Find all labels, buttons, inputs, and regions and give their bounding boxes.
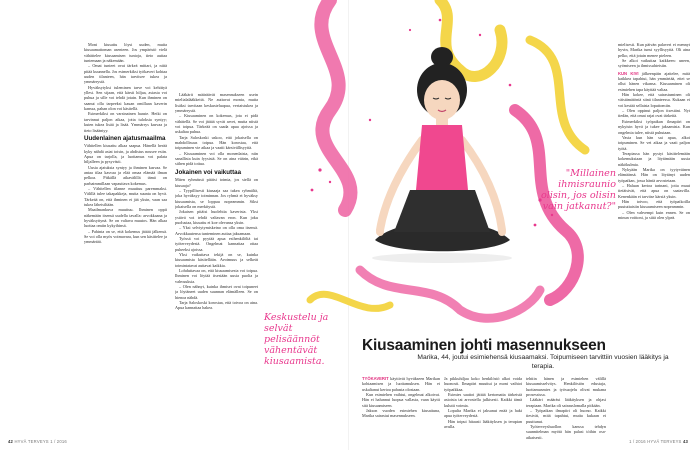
col6-paragraph: Hän toivoo, että työpaikoilla puututtaisiin kiusaamiseen nopeammin. bbox=[618, 198, 690, 210]
col5-paragraph: tehtiin hänen ja esimiehen välillä kiusaamisselvitys. Henkilöstön edustaja, luottamusmies ja työsuojelu olivat mukana prosessissa. bbox=[526, 376, 606, 398]
col2-paragraph: Työssä voi pyytää apua esihenkilöltä tai työterveydestä. Ongelmat kannattaa ottaa puheeksi ajoissa. bbox=[175, 236, 258, 252]
col2-paragraph: Jokaisen pitäisi huolehtia kaverista. Yksi ystävä voi tehdä valtavan eron. Kun joku puolustaa, kiusattu ei koe olevansa yksin. bbox=[175, 209, 258, 225]
col2-paragraph: – Tyypillisesti kiusaaja saa tukea ryhmältä, joka hyväksyy toiminnan. Jos ryhmä ei hyväksy kiusaamista, se loppuu nopeammin. Siksi jokaisella on merkitystä. bbox=[175, 187, 258, 209]
col6-paragraph: – Haluan kertoa tarinani, jotta muut tietäisivät, että apua on saatavilla. Kenenkään ei tarvitse kärsiä yksin. bbox=[618, 182, 690, 199]
col5-paragraph: Työterveyshuollon kanssa tehdyn suunnitelman myötä hän palasi töihin osa-aikaisesti. bbox=[526, 424, 606, 440]
col1-paragraph: Maailmankuva muuttuu. Ihminen oppii näkemään itsensä uudella tavalla: arvokkaana ja hyväksyttynä. Se on valtava muutos. Hän alkaa luottaa omiin kykyihinsä. bbox=[84, 207, 167, 229]
subheading-ajatusmaailma: Uudenlainen ajatusmaailma bbox=[84, 134, 166, 142]
left-page-column-1 bbox=[84, 42, 167, 438]
col6-paragraph: Se alkoi vaikuttaa kaikkeen: uneen, syömiseen ja ihmissuhteisiin. bbox=[618, 58, 690, 69]
col1-paragraph: Vähitellen kiusattu alkaa saapua. Hänellä herää kyky nähdä asiat toisin, ja ahdistus nousee esiin. Apua on tarjolla, ja luottamus voi palata hiljalleen ja pysyvästi. bbox=[84, 143, 167, 165]
top bbox=[416, 125, 468, 190]
col2-paragraph: – Yksi selviytymiskeino on olla oma itsensä. Arvokkuutensa tunteminen auttaa jaksamaan. bbox=[175, 225, 258, 236]
right-page-column-2 bbox=[444, 376, 522, 442]
pink-swirl-bottom bbox=[360, 270, 540, 318]
right-page-column-1 bbox=[362, 376, 440, 442]
col6-paragraph: mielisesti. Kun päivän palaveri ei mennyt hyvin, Marika tunsi syyllisyyttä. Oli aina pelko, että jotain menee pieleen. bbox=[618, 42, 690, 58]
col6-paragraph: Esimerkiksi työpaikan ilmapiiri on nykyisin hyvä ja tukee jaksamista. Kun ongelmia tulee, niistä puhutaan. bbox=[618, 118, 690, 135]
right-page-column-4 bbox=[618, 42, 690, 442]
col1-paragraph: – Omat tunteet ovat tärkeä mittari, ja niitä pitää kuunnella. Jos esimerkiksi työkaveri kohtaa uuden tilanteen, hän tarvitsee tukea ja ymmärrystä. bbox=[84, 63, 167, 85]
col6-paragraph: Vasta kun hän sai apua, alkoi toipuminen. Se vei aikaa ja vaati paljon työtä. bbox=[618, 134, 690, 151]
page-number-left: 42 bbox=[8, 439, 14, 444]
col6-paragraph: Nykyään Marika on tyytyväinen elämäänsä. Hän on löytänyt uuden työpaikan, jossa häntä arvostetaan. bbox=[618, 166, 690, 183]
col6-paragraph: – Olen oppinut paljon itsestäni. Nyt tiedän, että omat rajat ovat tärkeitä. bbox=[618, 108, 690, 119]
col4-paragraph: Esimies saattoi jättää kertomatta tärkeistä asioista tai arvostella julkisesti. Kaikki tämä kulutti voimia. bbox=[444, 392, 522, 408]
col2-paragraph: Tarja Saloskoski korostaa, että toivoa on aina. Apua kannattaa hakea. bbox=[175, 300, 258, 311]
col4-paragraph: Lopulta Marika ei jaksanut enää ja haki apua työterveydestä. bbox=[444, 408, 522, 419]
meditating-woman-illustration bbox=[290, 0, 590, 330]
magazine-name-right: HYVÄ TERVEYS bbox=[647, 439, 682, 444]
col6-text: jälkeenpäin ajattelee, mitä kaikkea tapahtui, hän ymmärtää, ettei se ollut hänen vikansa. Kiusaaminen oli esimiehen tapa käyttää valtaa. bbox=[618, 70, 690, 92]
col1-paragraph: Hyväksytyksi tuleminen tarve voi kehittyä yllesi. Sen sijaan, että kärsii hiljaa, asiasta voi puhua ja sille voi tehdä jotain. Kun ihminen on saanut olla tarpeeksi kauan omillaan kaverin kanssa, pahan olon voi käsitellä. bbox=[84, 84, 167, 112]
col5-paragraph: Lääkäri määräsi lääkityksen ja ohjasi terapiaan. Marika oli sairauslomalla pitkään. bbox=[526, 397, 606, 408]
right-footer bbox=[629, 439, 688, 444]
col3-paragraph: Jakson vuoden esimiehen kiusattuna, Marika sairastui masennukseen. bbox=[362, 408, 440, 419]
col2-paragraph: Yksi vaikuttava tekijä on se, kuinka kiusaamista käsitellään. Avoimuus ja selkeät toimintatavat auttavat kaikkia. bbox=[175, 252, 258, 268]
col4-paragraph: Ja pikkuhiljaa koko henkilöstö alkoi voida huonosti. Ilmapiiri muuttui ja moni vaihtoi työpaikkaa. bbox=[444, 376, 522, 392]
col2-paragraph: – Olen nähnyt, kuinka ihmiset ovat toipuneet ja löytäneet uuden suunnan elämälleen. Se on hienoa nähdä. bbox=[175, 284, 258, 300]
col3-paragraph: Kun esimiehen vaihtui, ongelmat alkoivat. Hän ei halunnut luopua vallasta, vaan käytti sitä kiusaamiseen. bbox=[362, 392, 440, 408]
right-pull-quote: "Millainen ihmisraunio olisin, jos olisin vain jatkanut?" bbox=[541, 168, 616, 212]
lead-word: TYÖKAVERIT bbox=[362, 376, 389, 381]
subheading-vaikuttaa: Jokainen voi vaikuttaa bbox=[175, 168, 242, 176]
col4-paragraph: Hän toipui hitaasti lääkityksen ja terapian avulla. bbox=[444, 418, 522, 430]
col2-paragraph: Lääkärit määräävät masennukseen usein mielialalääkkeitä. Ne auttavat monia, mutta lisäksi tarvitaan keskusteluapua, vertaistukea ja ymmärrystä. bbox=[175, 92, 258, 114]
left-pull-quote: Keskustelu ja selvät pelisäännöt vähentävät kiusaamista. bbox=[264, 312, 329, 367]
col2-paragraph: Miten ryhmässä pitäisi toimia, jos siellä on kiusaaja? bbox=[175, 177, 258, 188]
page-number-right: 43 bbox=[682, 439, 688, 444]
lead-word-2: KUN KIVI bbox=[618, 70, 639, 76]
col2-paragraph: – Kiusaaminen voi olla monenlaista, niin sanallista kuin fyysistä. Se on aina väärin, eikä siihen pidä tottua. bbox=[175, 150, 258, 167]
col2-paragraph: – Kiusaaminen on kokemus, jota ei pidä vähätellä. Se voi jättää syvät arvet, mutta niistä voi toipua. Tärkeää on saada apua ajoissa ja uskaltaa puhua. bbox=[175, 113, 258, 135]
article-subtitle: Marika, 44, joutui esimiehensä kiusaamaksi. Toipumiseen tarvittiin vuosien lääkitys ja terapia. bbox=[417, 354, 669, 370]
yellow-swirl-bottom bbox=[310, 294, 390, 308]
right-page-column-3 bbox=[526, 376, 606, 442]
article-title: Kiusaaminen johti masennukseen bbox=[362, 337, 606, 354]
pink-swirl-left bbox=[321, 0, 350, 210]
left-footer bbox=[8, 439, 67, 444]
col1-paragraph: Uusia ajatuksia syntyy ja ihminen kasvaa. Se antaa tilaa kasvaa ja elää omaa elämää ilman pelkoa. Pitkällä aikavälillä tämä on parhaimmillaan vapauttava kokemus. bbox=[84, 164, 167, 186]
issue-right: 1 / 2016 bbox=[629, 439, 646, 444]
issue-left: 1 / 2016 bbox=[50, 439, 67, 444]
col2-paragraph: Lohduttavaa on, että kiusaamisesta voi toipua. Ihminen voi löytää itsestään uusia puolia ja vahvuuksia. bbox=[175, 268, 258, 284]
col2-paragraph: Tarja Saloskoski uskoo, että jokaisella on mahdollisuus toipua. Hän korostaa, että toipuminen vie aikaa ja vaatii kärsivällisyyttä. bbox=[175, 134, 258, 151]
col1-paragraph: – Pahinta on se, että kokemus jättää jälkensä. Se voi olla myös voimavara, kun sen käsittelee ja ymmärtää. bbox=[84, 228, 167, 245]
face bbox=[424, 80, 460, 120]
col1-paragraph: Esimerkiksi on varsinainen haaste. Hetki on tarvinnut paljon aikaa, jotta tuloksia syntyy; kuten tukea lisää ja lisää. Ymmärrys kasvaa ja tieto lisääntyy. bbox=[84, 111, 167, 133]
col3-text: käyttivät hyväkseen Marikan kohtaamisen ja luottamuksen. Hän ei uskaltanut kertoa pahasta olostaan. bbox=[362, 376, 440, 392]
left-page-column-2 bbox=[175, 92, 258, 438]
col6-paragraph: Hän kokee, että sairastuminen oli väistämätöntä siinä tilanteessa. Kukaan ei voi kestää sellaista loputtomiin. bbox=[618, 92, 690, 108]
col6-paragraph: – Olen vahvempi kuin ennen. Se on minun voittoni, ja siitä olen ylpeä. bbox=[618, 209, 690, 220]
col1-paragraph: – Vähitellen tilanne muuttuu paremmaksi. Välillä tulee takapakkeja, mutta suunta on hyvä. Tärkeää on, että ihminen ei jää yksin, vaan saa tukea läheisiltään. bbox=[84, 186, 167, 208]
magazine-name-left: HYVÄ TERVEYS bbox=[14, 439, 49, 444]
col5-paragraph: – Työpaikan ilmapiiri oli huono. Kaikki tiesivät, mitä tapahtui, mutta kukaan ei puuttunut. bbox=[526, 408, 606, 424]
col1-paragraph: Moni kiusattu löysi uuden, muita kiusaamattoman asenteen. Jos ympäristö vielä vähättelee kiusaamisen tuntoja, tieto auttaa tuntemaan ja näkemään. bbox=[84, 42, 167, 64]
col6-paragraph: Terapiassa hän pystyi käsittelemään kokemuksiaan ja löytämään uusia näkökulmia. bbox=[618, 150, 690, 167]
